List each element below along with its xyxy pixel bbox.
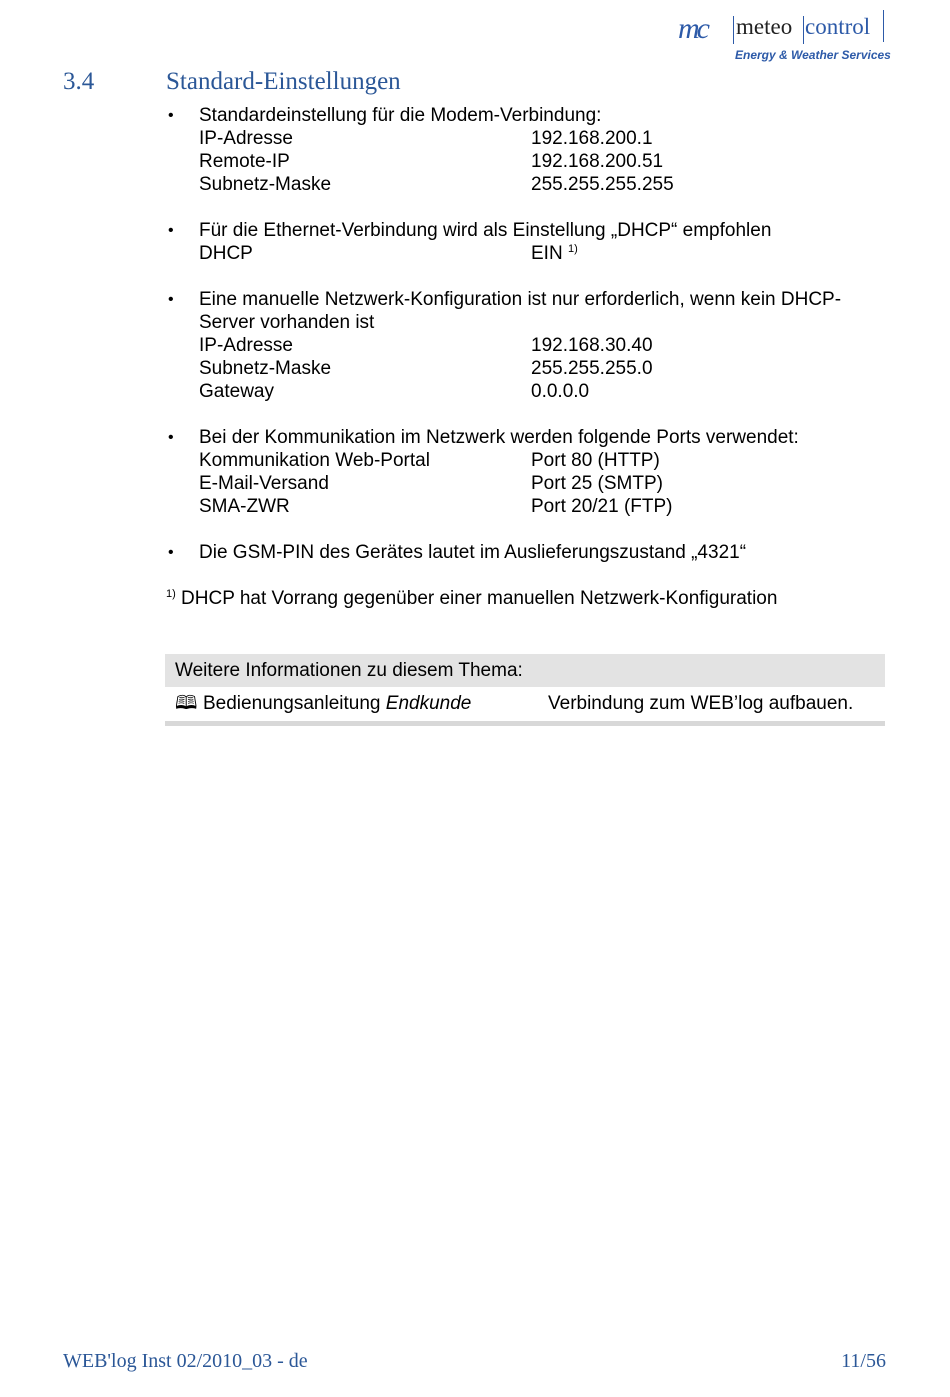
bullet-dot-icon: •: [168, 107, 174, 124]
footnote-text: DHCP hat Vorrang gegenüber einer manuellen Netzwerk-Konfiguration: [175, 588, 778, 609]
setting-value-text: 255.255.255.255: [531, 174, 674, 195]
manual-prefix: Bedienungsanleitung: [203, 693, 386, 714]
manual-reference: [203, 687, 471, 721]
setting-value: [531, 242, 578, 265]
bullet-item: [166, 288, 886, 403]
manual-name: Endkunde: [385, 693, 472, 714]
setting-value-text: 192.168.200.51: [531, 151, 664, 172]
bullet-text: Standardeinstellung für die Modem-Verbindung:: [199, 105, 602, 126]
setting-value-text: 255.255.255.0: [531, 358, 653, 379]
bullet-dot-icon: •: [168, 291, 174, 308]
bullet-dot-icon: •: [168, 544, 174, 561]
setting-value-text: Port 25 (SMTP): [531, 473, 663, 494]
setting-value: [531, 357, 653, 380]
manual-topic: Verbindung zum WEB’log aufbauen.: [548, 693, 854, 714]
setting-row: [199, 150, 886, 173]
bullet-list: [166, 104, 886, 564]
section-title: Standard-Einstellungen: [166, 68, 401, 95]
footer-page-number: 11/56: [841, 1350, 886, 1372]
setting-key: IP-Adresse: [199, 128, 293, 149]
logo-divider: [733, 16, 734, 44]
content-body: [166, 104, 886, 610]
setting-key: Subnetz-Maske: [199, 174, 332, 195]
setting-value: [531, 495, 673, 518]
bullet-dot-icon: •: [168, 222, 174, 239]
setting-value-text: Port 80 (HTTP): [531, 450, 660, 471]
setting-value: [531, 472, 663, 495]
setting-key: SMA-ZWR: [199, 496, 290, 517]
logo-divider: [883, 10, 884, 42]
bullet-dot-icon: •: [168, 429, 174, 446]
setting-key: Subnetz-Maske: [199, 358, 332, 379]
footer-document-id: WEB'log Inst 02/2010_03 - de: [63, 1350, 308, 1372]
logo-meteo-text: meteo: [736, 14, 793, 39]
setting-value-text: EIN: [531, 243, 563, 264]
setting-row: [199, 495, 886, 518]
setting-key: Kommunikation Web-Portal: [199, 450, 430, 471]
bullet-item: [166, 219, 886, 265]
setting-row: [199, 334, 886, 357]
setting-value: [531, 150, 663, 173]
logo-mark: mc: [678, 12, 707, 45]
bullet-item: [166, 104, 886, 196]
setting-row: [199, 127, 886, 150]
bullet-item: [166, 426, 886, 518]
setting-key: Gateway: [199, 381, 274, 402]
info-box-bottom-rule: [165, 721, 885, 726]
bullet-text: Für die Ethernet-Verbindung wird als Einstellung „DHCP“ empfohlen: [199, 220, 772, 241]
setting-row: [199, 357, 886, 380]
footnote: [166, 587, 886, 610]
setting-value: [531, 127, 653, 150]
further-info-row: [165, 687, 885, 721]
setting-row: [199, 380, 886, 403]
setting-value-text: Port 20/21 (FTP): [531, 496, 673, 517]
setting-value-text: 192.168.200.1: [531, 128, 653, 149]
bullet-text: Die GSM-PIN des Gerätes lautet im Auslieferungszustand „4321“: [199, 542, 747, 563]
setting-row: [199, 472, 886, 495]
setting-value: [531, 173, 674, 196]
footnote-marker: 1): [166, 588, 176, 600]
setting-value: [531, 449, 660, 472]
further-info-header: Weitere Informationen zu diesem Thema:: [165, 654, 885, 687]
logo-divider: [803, 16, 804, 44]
section-number: 3.4: [63, 68, 95, 95]
bullet-item: [166, 541, 886, 564]
section-heading: [63, 68, 401, 96]
setting-row: [199, 449, 886, 472]
setting-value: [531, 334, 653, 357]
setting-key: IP-Adresse: [199, 335, 293, 356]
logo-tagline: Energy & Weather Services: [735, 48, 891, 62]
setting-value: [531, 380, 589, 403]
setting-row: [199, 173, 886, 196]
bullet-text: Bei der Kommunikation im Netzwerk werden folgende Ports verwendet:: [199, 427, 799, 448]
bullet-text: Server vorhanden ist: [199, 312, 375, 333]
meteocontrol-logo: [676, 10, 891, 66]
setting-key: Remote-IP: [199, 151, 290, 172]
logo-control-text: control: [805, 14, 871, 39]
open-book-icon: 🕮: [175, 693, 198, 714]
setting-value-text: 0.0.0.0: [531, 381, 590, 402]
setting-key: DHCP: [199, 243, 253, 264]
setting-row: [199, 242, 886, 265]
bullet-text: Eine manuelle Netzwerk-Konfiguration ist nur erforderlich, wenn kein DHCP-: [199, 289, 842, 310]
setting-key: E-Mail-Versand: [199, 473, 329, 494]
setting-value-text: 192.168.30.40: [531, 335, 653, 356]
further-info-box: [165, 654, 885, 726]
footnote-reference: 1): [567, 243, 578, 255]
